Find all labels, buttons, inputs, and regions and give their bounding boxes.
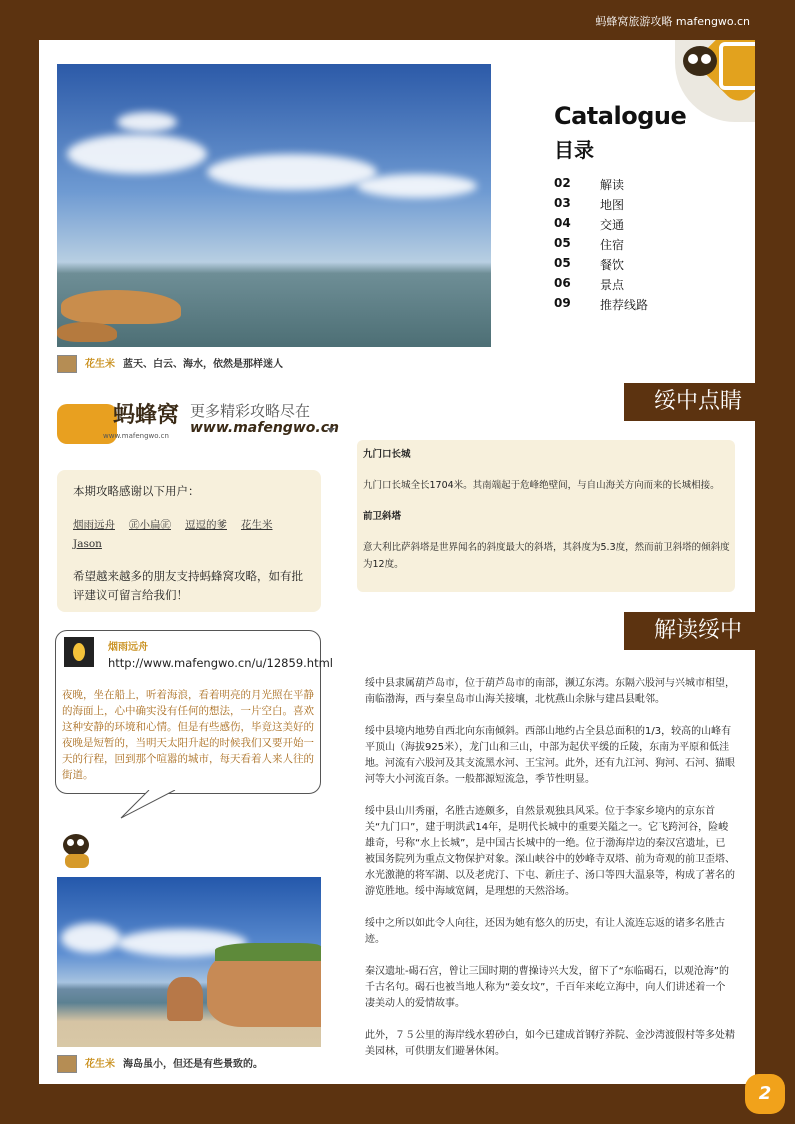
catalogue-title: Catalogue [554, 102, 687, 130]
bottom-photo-caption [57, 1055, 263, 1073]
article-paragraph: 绥中县境内地势自西北向东南倾斜。西部山地约占全县总面积的1/3，较高的山峰有平顶山（海拔925米），龙门山和三山，中部为起伏平缓的丘陵，东南为平原和低洼地。河流有六股河及其支流黑水河、王宝河。此外，还有九江河、狗河、石河、猫眼河等大小河流百条。一般都源短流急，季节性明显。 [365, 726, 735, 785]
user-link[interactable]: 花生米 [241, 519, 273, 531]
site-logo-small-url: www.mafengwo.cn [103, 432, 169, 440]
page [39, 40, 755, 1084]
toc-item[interactable]: 05 餐饮 [554, 256, 625, 272]
section-bar-highlight [624, 383, 755, 421]
site-logo[interactable] [57, 400, 337, 450]
section-title: 解读绥中 [654, 618, 743, 643]
article-paragraph: 秦汉遗址-碣石宫，曾让三国时期的曹操诗兴大发，留下了“东临碣石，以观沧海”的千古名句。碣石也被当地人称为“姜女坟”，千百年来屹立海中，向人们讲述着一个凄美动人的爱情故事。 [365, 966, 729, 1009]
ant-eye-right [701, 54, 711, 64]
bubble-tail [119, 790, 179, 820]
toc-item[interactable]: 03 地图 [554, 196, 625, 212]
info-box [357, 440, 735, 592]
top-sea-photo [57, 64, 491, 347]
info-paragraph: 九门口长城全长1704米。其南端起于危峰绝壁间，与自山海关方向而来的长城相接。 [363, 480, 720, 491]
logo-frame-icon [719, 42, 755, 90]
catalogue-subtitle: 目录 [554, 138, 594, 162]
user-link[interactable]: Jason [73, 538, 102, 550]
comment-bubble [55, 630, 333, 794]
caption-text: 海岛虽小，但还是有些景致的。 [123, 1059, 263, 1070]
site-logo-url[interactable]: www.mafengwo.cn [190, 420, 339, 436]
info-heading: 前卫斜塔 [363, 511, 402, 522]
info-heading: 九门口长城 [363, 449, 411, 460]
thanks-outro: 希望越来越多的朋友支持蚂蜂窝攻略，如有批评建议可留言给我们！ [73, 569, 303, 602]
user-link[interactable]: 逗逗的爹 [185, 519, 227, 531]
site-logo-brand: 蚂蜂窝 [113, 403, 180, 428]
table-of-contents [554, 176, 648, 316]
ant-mascot-icon [61, 824, 97, 870]
avatar[interactable] [64, 637, 94, 667]
header-text: 蚂蜂窝旅游攻略 mafengwo.cn [595, 15, 750, 28]
site-logo-slogan: 更多精彩攻略尽在 [190, 402, 311, 420]
user-link[interactable]: 烟雨远舟 [73, 519, 115, 531]
article [365, 676, 735, 1076]
caption-user: 花生米 [85, 1059, 115, 1070]
dropdown-arrow-icon [327, 428, 335, 433]
user-link[interactable]: ㊣小扁㊣ [129, 519, 171, 531]
article-paragraph: 绥中县山川秀丽，名胜古迹颇多，自然景观独具风采。位于李家乡境内的京东首关“九门口”，建于明洪武14年，是明代长城中的重要关隘之一。它飞跨河谷，险峻雄奇，号称“水上长城”，是中国古长城中的一绝。位于渤海岸边的秦汉宫遗址，已被国务院列为重点文物保护对象。深山峡谷中的妙峰寺双塔、前为奇观的前卫歪塔、水光激滟的将军湖、以及老虎汀、下屯、新庄子、汤口等四大温泉等，构成了著名的游览胜地。绥中海域宽阔，是理想的天然浴场。 [365, 806, 735, 897]
article-paragraph: 绥中县隶属葫芦岛市，位于葫芦岛市的南部，濒辽东湾。东隔六股河与兴城市相望，南临渤海，西与秦皇岛市山海关接壤，北枕燕山余脉与建昌县毗邻。 [365, 678, 735, 705]
toc-item[interactable]: 06 景点 [554, 276, 625, 292]
bubble-text: 夜晚，坐在船上，听着海浪，看着明亮的月光照在平静的海面上，心中确实没有任何的想法，一片空白。喜欢这种安静的环境和心情。但是有些感伤，毕竟这美好的夜晚是短暂的，当明天太阳升起的时候我们又要开始一天的行程，回到那个喧嚣的城市，每天看着人来人往的街道。 [62, 689, 314, 781]
toc-item[interactable]: 04 交通 [554, 216, 625, 232]
ant-eye-left [688, 54, 698, 64]
bubble-username[interactable]: 烟雨远舟 [108, 642, 148, 653]
mafengwo-logo-badge [675, 40, 755, 122]
section-title: 绥中点睛 [654, 389, 743, 414]
toc-item[interactable]: 05 住宿 [554, 236, 625, 252]
bubble-url[interactable]: http://www.mafengwo.cn/u/12859.html [108, 656, 333, 670]
caption-thumbnail [57, 355, 77, 373]
caption-text: 蓝天、白云、海水，依然是那样迷人 [123, 359, 283, 370]
caption-thumbnail [57, 1055, 77, 1073]
thanks-users [73, 516, 313, 554]
thanks-box [57, 470, 321, 612]
bottom-island-photo [57, 877, 321, 1047]
toc-item[interactable]: 09 推荐线路 [554, 296, 649, 312]
info-paragraph: 意大利比萨斜塔是世界闻名的斜度最大的斜塔，其斜度为5.3度，然而前卫斜塔的倾斜度为12度。 [363, 542, 730, 570]
page-number-badge: 2 [745, 1074, 785, 1114]
section-bar-read [624, 612, 755, 650]
toc-item[interactable]: 02 解读 [554, 176, 625, 192]
article-paragraph: 绥中之所以如此令人向往，还因为她有悠久的历史，有让人流连忘返的诸多名胜古迹。 [365, 918, 725, 945]
ant-mascot-icon [683, 46, 717, 76]
top-photo-caption [57, 355, 283, 373]
article-paragraph: 此外，７５公里的海岸线水碧砂白，如今已建成首钢疗养院、金沙湾渡假村等多处精美园林，可供朋友们避暑休闲。 [365, 1030, 735, 1057]
thanks-intro: 本期攻略感谢以下用户： [73, 484, 200, 498]
caption-user: 花生米 [85, 359, 115, 370]
